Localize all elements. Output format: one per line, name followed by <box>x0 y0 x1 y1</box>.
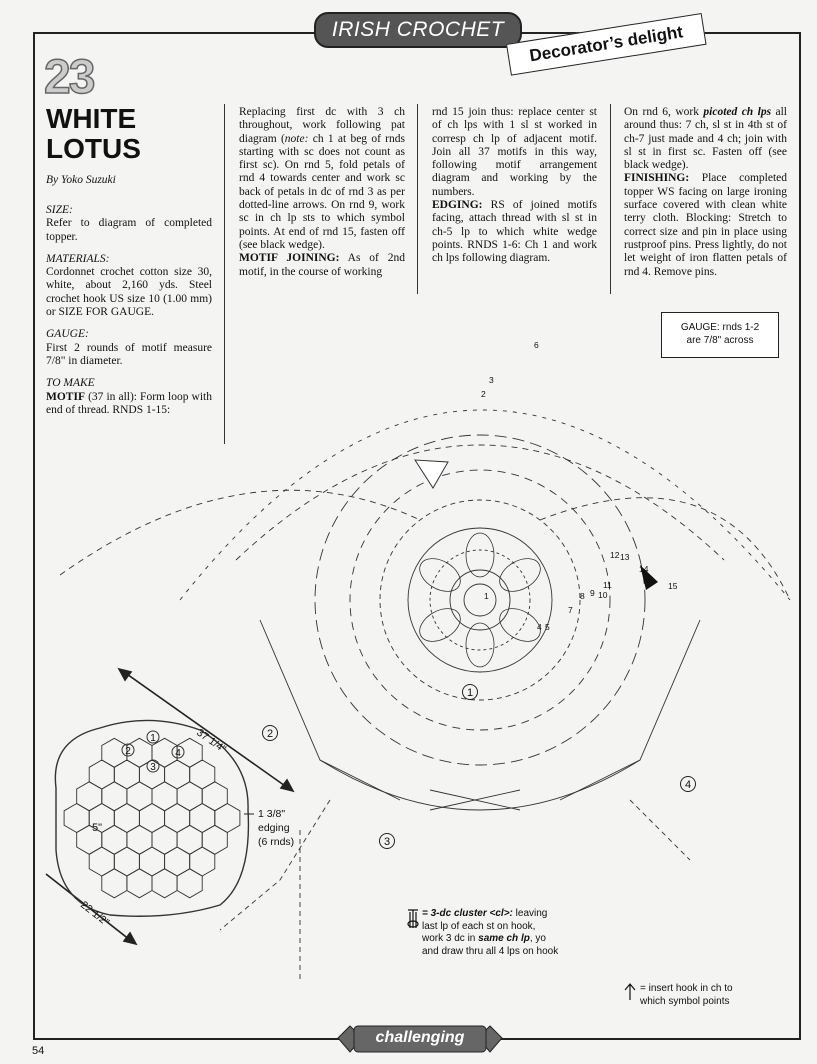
pattern-number: 23 <box>44 51 94 104</box>
hex-motif <box>152 825 177 854</box>
hex-motif <box>139 847 164 876</box>
picot-text-b: all around thus: 7 ch, sl st in 4th st of ch-7 just made and 4 ch; join with sl st in first sc. Fasten off (see black wedge). <box>624 106 787 172</box>
round-number: 9 <box>590 588 595 598</box>
picot-bold: picoted ch lps <box>703 106 772 118</box>
hex-motif <box>215 804 240 833</box>
petal <box>414 602 466 648</box>
page-number: 54 <box>32 1045 45 1057</box>
joining-text: As of 2nd motif, in the course of working <box>239 252 405 278</box>
dim-bottom-label: 22 1/2" <box>78 898 112 929</box>
arr-label-1: 1 <box>150 733 156 744</box>
hex-motif <box>139 804 164 833</box>
round-number: 8 <box>580 591 585 601</box>
lower-chain-c <box>630 800 690 860</box>
motif-ring-7 <box>315 435 645 765</box>
cluster-line-3 <box>422 933 558 946</box>
motif-bold: MOTIF <box>46 390 85 403</box>
hex-motif <box>64 804 89 833</box>
hex-motif <box>152 782 177 811</box>
hex-motif <box>127 782 152 811</box>
round-number: 14 <box>639 564 649 574</box>
join-line-a <box>260 620 400 800</box>
motif-label-1: 1 <box>466 687 474 699</box>
cluster-line-3b: same ch lp <box>478 933 530 944</box>
cluster-line-3c: , yo <box>529 933 546 944</box>
right-motif-arc <box>540 498 790 600</box>
motif-ring-5 <box>380 500 580 700</box>
edging-bold: EDGING: <box>432 199 483 212</box>
round-number: 4 <box>537 622 542 632</box>
round-number: 11 <box>603 580 612 590</box>
motif-label-4: 4 <box>684 779 692 791</box>
hex-motif <box>77 782 102 811</box>
edging-text: RS of joined motifs facing, attach thread with sl st in ch-5 lp to which white wedge points. RNDS 1-6: Ch 1 and work ch lps following diagram. <box>432 199 597 265</box>
round-number: 5 <box>545 622 550 632</box>
edging-label-1: 1 3/8" <box>258 808 286 820</box>
hex-motif <box>152 869 177 898</box>
motif-ring-1 <box>464 584 496 616</box>
gauge-text: First 2 rounds of motif measure 7/8" in diameter. <box>46 341 212 367</box>
round-number: 3 <box>489 375 494 385</box>
arr-label-2: 2 <box>125 746 131 757</box>
arr-label-3: 3 <box>150 762 156 773</box>
title-line-1: WHITE <box>46 103 137 134</box>
petal <box>494 552 546 598</box>
join-line-b <box>560 620 700 800</box>
dim-diagonal-label: 37 1/4" <box>194 726 229 756</box>
hex-motif <box>102 782 127 811</box>
gauge-box-line-1: GAUGE: rnds 1-2 <box>680 322 760 333</box>
outer-arc-a <box>236 445 724 560</box>
insert-line-1: = insert hook in ch to <box>640 983 733 994</box>
petals <box>414 533 546 667</box>
hex-motif <box>190 760 215 789</box>
arrowhead <box>119 669 131 680</box>
hex-motif <box>127 869 152 898</box>
hex-motif <box>89 760 114 789</box>
picot-text-a: On rnd 6, work <box>624 106 704 118</box>
join-line-c <box>320 760 640 810</box>
hex-motif <box>202 825 227 854</box>
cluster-line-1 <box>422 908 558 921</box>
cluster-line-3a: work 3 dc in <box>422 933 479 944</box>
motif-rest: (37 in all): Form loop with end of thread. RNDS 1-15: <box>46 390 213 416</box>
motif-label-3: 3 <box>383 836 391 848</box>
note-label: note: <box>284 132 309 145</box>
left-motif-arc <box>60 490 420 575</box>
arrowhead <box>124 933 136 944</box>
hex-motif <box>165 760 190 789</box>
hex-motif <box>177 782 202 811</box>
round-number: 2 <box>481 389 486 399</box>
hex-motif <box>190 804 215 833</box>
cluster-legend <box>422 908 558 958</box>
hex-motif <box>165 804 190 833</box>
cluster-line-4: and draw thru all 4 lps on hook <box>422 945 559 957</box>
outer-arc-b <box>180 410 790 600</box>
col3-body: rnd 15 join thus: replace center st of ch lps with 1 sl st worked in corresp ch lp of adjacent motif. Join all 37 motifs in this way, following motif arrangement diagram and working by the numbers. <box>432 106 597 198</box>
motif-label-2: 2 <box>266 728 274 740</box>
hex-motif <box>165 847 190 876</box>
cluster-title: = 3-dc cluster <cl>: <box>422 908 513 919</box>
cluster-line-2: last lp of each st on hook, <box>422 920 536 932</box>
insert-line-2: which symbol points <box>640 995 730 1007</box>
hex-motif <box>177 825 202 854</box>
cluster-symbol-icon <box>408 910 418 928</box>
byline: By Yoko Suzuki <box>46 174 116 186</box>
motif-ring-3 <box>430 550 530 650</box>
petal <box>414 552 466 598</box>
size-text: Refer to diagram of completed topper. <box>46 217 212 243</box>
insert-hook-legend <box>640 983 733 1008</box>
joining-bold: MOTIF JOINING: <box>239 252 340 265</box>
edging-label-2: edging <box>258 822 290 834</box>
hex-motif <box>177 738 202 767</box>
hex-motif <box>127 825 152 854</box>
tomake-label: TO MAKE <box>46 377 95 390</box>
round-number: 1 <box>484 591 489 601</box>
hex-motif <box>89 847 114 876</box>
hex-motif <box>190 847 215 876</box>
gauge-label: GAUGE: <box>46 328 89 341</box>
round-number: 15 <box>668 581 678 591</box>
hex-motif <box>114 847 139 876</box>
round-number: 13 <box>620 552 630 562</box>
materials-text: Cordonnet crochet cotton size 30, white, about 2,160 yds. Steel crochet hook US size 10 (1.00 mm) or SIZE FOR GAUGE. <box>46 266 212 319</box>
title-line-2: LOTUS <box>46 133 141 164</box>
difficulty-text: challenging <box>375 1029 465 1046</box>
banner-text: IRISH CROCHET <box>331 18 505 41</box>
motif-ring-2 <box>450 570 510 630</box>
round-number: 12 <box>610 550 620 560</box>
round-number: 7 <box>568 605 573 615</box>
motif-labels <box>263 685 696 849</box>
col2-text-a: Replacing first dc with 3 ch throughout, work following pat diagram ( <box>239 106 405 145</box>
hex-motif <box>114 760 139 789</box>
hex-motif <box>202 782 227 811</box>
round-number: 10 <box>598 590 608 600</box>
cluster-line-1-rest: leaving <box>512 908 548 919</box>
hex-motif <box>177 869 202 898</box>
white-wedge-icon <box>415 460 448 488</box>
difficulty-badge <box>330 1018 510 1058</box>
materials-label: MATERIALS: <box>46 252 110 265</box>
hex-motif <box>102 869 127 898</box>
tagline-text: Decorator’s delight <box>528 22 685 66</box>
arr-label-4: 4 <box>175 748 181 759</box>
col2-text-b: ch 1 at beg of rnds starting with sc does not count as first sc). On rnd 5, fold petals of rnd 4 towards center and work sc back of petals in dc of rnd 3 as per dotted-line arrows. On rnd 9, work sc in ch lp sts to which symbol points. At end of rnd 15, fasten off (see black wedge). <box>239 132 405 251</box>
motif-ring-6 <box>350 470 610 730</box>
gauge-box-line-2: are 7/8" across <box>686 335 754 346</box>
hex-motif <box>114 804 139 833</box>
finishing-bold: FINISHING: <box>624 172 690 185</box>
round-number: 6 <box>534 340 539 350</box>
arrowhead <box>281 780 293 791</box>
finishing-text: Place completed topper WS facing on large ironing surface covered with clean white terry cloth. Blocking: Stretch to correct size and pin in place using rustproof pins. Press lightly, do not let weight of iron flatten petals of rnd 4. Remove pins. <box>624 172 787 278</box>
insert-hook-symbol-icon <box>625 984 635 1000</box>
edging-label-3: (6 rnds) <box>258 836 295 848</box>
size-label: SIZE: <box>46 204 73 216</box>
hex-motif <box>102 825 127 854</box>
dim-side-label: 5" <box>92 822 103 834</box>
